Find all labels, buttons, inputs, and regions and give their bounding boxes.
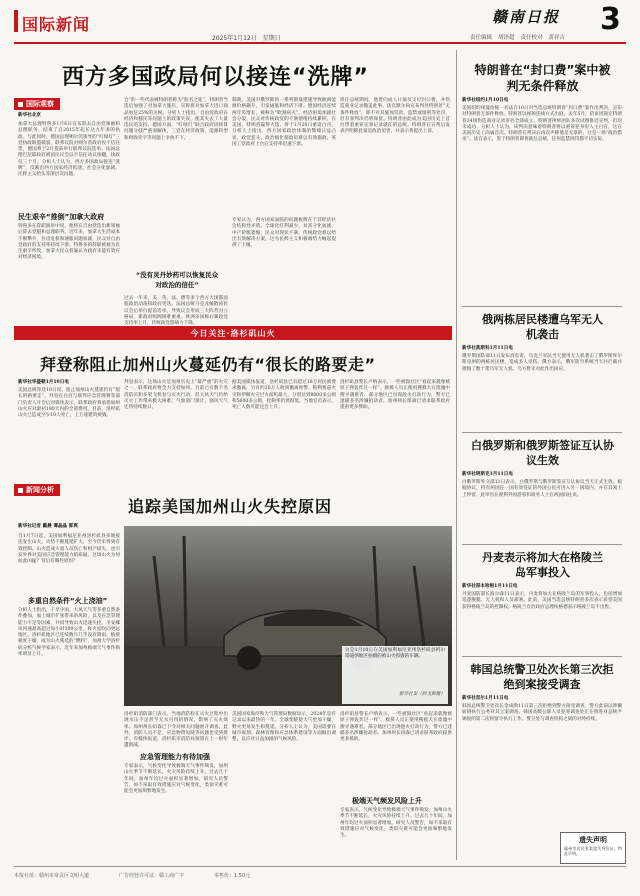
editor-label: 责任编辑 — [470, 35, 493, 41]
brief2-headline: 白俄罗斯和俄罗斯签证互认协议生效 — [471, 439, 614, 467]
footer-address: 本报社址：赣州市章贡区文明大道 — [14, 873, 90, 879]
lead-col1-text: 加拿大总理特鲁多1月6日宣布辞去自由党领袖和总理职务，结束了自2015年起长达九年多的执政。与此同时，德国总理朔尔茨领导的“红绿灯”三党执政联盟破裂，联邦议院对朔尔茨政府投不信任票，德国将于2月提前举行联邦议院选举。法国总理巴尼耶政府被国民议会以不信任动议推翻，执政仅三个月。分析人士认为，西方多国政局接连“洗牌”，反映出西方国家经济低迷、社会分化加剧、民粹主义抬头等深层次问题。 — [18, 122, 120, 178]
brief1-byline: 新华社莫斯科1月11日电 — [462, 346, 513, 351]
brief3-text: 丹麦国防部长波尔森11日表示，丹麦将加大在格陵兰岛的军事投入，包括增加巡逻舰艇、无人机和人员部署。此前，美国当选总统特朗普多次表示希望美国获得格陵兰岛的控制权。格陵兰自治政府总理埃格德表示格陵兰岛不出售。 — [462, 592, 622, 610]
analysis-col4-text: 洛杉矶县警长卢纳表示，一些被毁社区“看起来就像被原子弹轰炸过一样”。救援人员正使用搜救犬在废墟中搜寻遇难者。部分地区已出现趁火打劫行为，警方已逮捕多名涉嫌抢劫者。加州州长纽森已请求联邦政府提供更多援助。 — [340, 712, 452, 743]
footer-rule — [14, 866, 626, 867]
masthead-bottom-rule — [14, 42, 626, 44]
brief1-text: 俄罗斯国防部11日发布消息说，乌克兰军队当天使用无人机袭击了俄罗斯库尔斯克州的两栋居民楼，造成多人受伤。俄方表示，俄军防空系统当天共拦截并摧毁了数十架乌军无人机。乌方暂未对此作出回应。 — [462, 354, 622, 372]
analysis-col3-text: 美国国家海洋和大气管理局数据显示，2024年是有记录以来最热的一年。全球变暖使大气更加干燥，野火更易发生和蔓延。分析人士认为，美国需要在城市规划、森林管理和应急体系建设等方面做出调整，以应对日益加剧的气候风险。 — [232, 712, 336, 743]
lead-col3b-text: 专家认为，西方国家面临的问题根源在于其经济社会结构性矛盾。全球化红利减少，贫富分化加剧，中产阶级萎缩，民众对现状不满，传统政党难以给出有效解决方案，这为民粹主义和极端势力崛起提供了土壤。 — [232, 218, 336, 249]
fire-byline: 新华社华盛顿1月10日电 — [18, 380, 69, 385]
proof-label: 责任校对 — [520, 35, 543, 41]
issue-date — [212, 33, 281, 42]
lead-col2b-text: 过去一年来，美、英、法、德等多个西方大国都面临政治动荡和政府更迭。法国总统马克龙解散国民议会后举行提前选举，导致议会形成三大阵营对立格局，新政府组阁困难重重。欧洲多国极右翼政党支持率上升，传统政党影响力下降。 — [124, 296, 228, 327]
lead-headline: 西方多国政局何以接连“洗牌” — [62, 65, 369, 90]
focus-band-label: 今日关注·洛杉矶山火 — [190, 328, 276, 338]
page-number: 3 — [600, 2, 621, 37]
brief4-text: 韩国总统警卫处次长金成勋11日第三次拒绝到警方接受调查。警方此前以涉嫌妨碍执行公务对其立案调查。韩国高级公职人员犯罪调查处正在推进对总统尹锡悦的第二次拘留令执行工作。警卫处与调查机构之间的对峙持续。 — [462, 704, 622, 722]
photo-credit: 新华社发（阿戈斯摄） — [399, 692, 445, 697]
notice-title: 遗失声明 — [579, 836, 607, 844]
brief4-headline: 韩国总统警卫处次长第三次拒绝到案接受调查 — [470, 663, 614, 691]
notice-text: 赣州市居民张某遗失身份证，特此声明。 — [564, 846, 622, 856]
photo-caption: 这是1月10日在美国加利福尼亚州洛杉矶县阿尔塔迪纳地区拍摄的被山火损毁的车辆。 — [345, 648, 445, 660]
brief2-byline: 新华社明斯克1月11日电 — [462, 472, 513, 477]
footer-license: 广告经营许可证：赣工商广字 — [119, 873, 185, 879]
date-text: 2025年1月12日 — [212, 35, 257, 42]
lead-subhead-1: 民生艰辛“推倒”加拿大政府 — [18, 213, 105, 221]
analysis-subhead-2: 应急管理能力有待加强 — [140, 753, 210, 761]
fire-col2-text: 拜登表示，这场山火是加州历史上“最严重”的火灾之一，联邦政府将全力支持加州。目前已有数千名消防员和多架飞机参与灭火行动，但大风天气仍给灭火工作带来极大困难。气象部门预计，强风天气还将持续数日。 — [124, 380, 228, 411]
right-divider-3 — [462, 544, 622, 545]
brief4-byline: 新华社首尔1月11日电 — [462, 696, 509, 701]
analysis-tag — [14, 484, 60, 496]
editor-name: 胡泽超 — [498, 35, 515, 41]
lead-col3-text: 制裁，美国对俄罗斯的一系列制裁措施导致欧洲能源价格飙升，引发通胀和经济下滑。德国经济连续两年负增长，被称为“欧洲病夫”。经济困境加剧社会分裂，民众对传统政党的不满情绪持续累积。在美国，特朗普赢得大选，将于1月20日重返白宫。分析人士指出，西方国家政治体制的弊端日益凸显，政党恶斗、政治极化使政府难以有效施政。英国工党政府上台后支持率迅速下滑。 — [232, 98, 336, 148]
fire-ruins-photo — [124, 526, 452, 706]
lead-byline: 新华社北京 — [18, 113, 41, 118]
analysis-tag-label: 新闻分析 — [26, 486, 54, 494]
brief3-headline: 丹麦表示将加大在格陵兰岛军事投入 — [482, 551, 603, 579]
brief1-headline: 俄两栋居民楼遭乌军无人机袭击 — [482, 313, 603, 341]
lead-col4-text: 担任总统期间，他曾向成人片演员支付封口费，并伪造商业记录掩盖此事。法官默尔尚宣布判处特朗普“无条件释放”，即不对其施加罚款、监禁或缓刑等处罚，但有罪判决仍将保留。特朗普由此成为美国历史上首位带着重罪定罪记录就任的总统。特朗普在宣判后发表声明称此案是政治迫害，并表示将提出上诉。 — [340, 98, 450, 135]
right-divider-4 — [462, 656, 622, 657]
right-top-headline: 特朗普在“封口费”案中被判无条件释放 — [474, 63, 611, 93]
masthead — [0, 0, 640, 46]
editor-line — [470, 33, 565, 41]
proof-name: 黄祥吉 — [548, 35, 566, 41]
weekday-text: 星期日 — [262, 35, 281, 42]
lost-notice — [560, 832, 626, 864]
photo-caption-box — [342, 646, 448, 704]
newspaper-logo: 赣南日报 — [492, 8, 561, 26]
right-divider-2 — [462, 432, 622, 433]
column-divider — [456, 50, 457, 860]
right-top-byline: 新华社纽约1月10日电 — [462, 98, 509, 103]
fire-col1-text: 美国总统拜登10日说，阻止加州山火蔓延仍有“很长的路要走”。拜登在白宫与联邦应急管理署等部门负责人开会后对媒体表示，联邦政府将承担加州山火应对最初180天内的全部费用。目前，洛杉矶山火已造成至少10人死亡，上万座建筑被毁。 — [18, 388, 120, 419]
analysis-subhead-3: 极端天气频发风险上升 — [352, 797, 422, 805]
lead-col2-text: 会”的一些代表被特朗普称为“脏名之徒”，特朗普当选后加强了对加拿大施压，宣称将对加拿大进口商品加征25%的关税。分析人士指出，自由党政府在经济和移民等问题上的政策失误，使其失去了大量选民的支持。德国方面，“红绿灯”联合政府因预算问题分歧严重而解体，三党在经济政策、能源转型和财政赤字等问题上争执不下。 — [124, 98, 228, 141]
right-divider-1 — [462, 306, 622, 307]
lead-tag — [14, 98, 60, 110]
tag-square-icon — [18, 488, 23, 493]
footer — [14, 872, 554, 879]
analysis-subhead-1: 多重自然条件“火上浇油” — [28, 597, 108, 605]
analysis-headline: 追踪美国加州山火失控原因 — [128, 497, 333, 516]
analysis-col4b-text: 专家表示，气候变化导致极端天气事件频发，加州山火季节不断延长，火灾风险持续上升。过去几十年间，加州年均过火面积显著增加。研究人员警告，如不采取有效措施应对气候变化，类似灾难可能会更加频繁地发生。 — [340, 808, 452, 839]
masthead-rule — [14, 10, 18, 32]
section-title: 国际新闻 — [22, 15, 91, 34]
analysis-col2-text: 洛杉矶消防部门表示，当地消防栓在灭火过程中出现水压不足甚至无水可用的情况，影响了灭火效率。加州州长纽森已下令对相关问题展开调查。此外，消防人员不足、应急物资短缺等问题也受到批评。有媒体报道，洛杉矶市消防局预算在上一财年遭削减。 — [124, 712, 228, 749]
footer-price: 零售价：1.50元 — [214, 873, 251, 879]
lead-tag-label: 国际观察 — [26, 100, 54, 108]
fire-headline: 拜登称阻止加州山火蔓延仍有“很长的路要走” — [40, 355, 376, 374]
analysis-col1b-text: 分析人士指出，干旱少雨、大风天气等多重自然条件叠加，加上城市扩张带来的风险，以及应急管理能力不足等因素，共同导致山火迅速失控。圣安娜风风速最高超过每小时100公里，将火星吹向更远地区。洛杉矶地区已连续数月几乎没有降雨，植被极度干燥，成为山火蔓延的“燃料”。加州大学洛杉矶分校气候学家表示，近年来加州极端天气事件频率明显上升。 — [18, 608, 120, 658]
brief2-text: 白俄罗斯外交部11日表示，白俄罗斯与俄罗斯签证互认协议当天正式生效。根据协议，持有两国任一国有效签证的外国公民可进入另一国境内，并在其领土上停留。此举旨在便利外国游客和商务人士在两国间往来。 — [462, 480, 622, 498]
lead-col1b-text: 特鲁多在辞职演讲中说，他将在自由党选出新领袖后辞去党魁和总理职务。近年来，加拿大生活成本不断攀升，住房危机和通胀问题加剧，民众对自由党政府的支持率持续下滑。特鲁多的辞职被视为民生艰辛所致，加拿大民众普遍认为政府未能有效应对经济困境。 — [18, 224, 120, 261]
fire-col3-text: 据美国媒体报道，洛杉矶县已有超过18万居民被要求撤离，另有约20万人收到撤离预警。帕利塞兹火灾和伊顿火灾过火面积最大，分别达到8000多公顷和5600多公顷，控制率仍然很低。当地官员表示，死亡人数可能还会上升。 — [232, 380, 336, 411]
lead-subhead-2: “没有灵丹妙药可以恢复民众对政治的信任” — [135, 271, 219, 289]
right-top-text: 美国纽约州曼哈顿一名法官10日对当选总统特朗普“封口费”案作出判决，宣布对特朗普无条件释放。特朗普以视频连线方式出庭。去年5月，陪审团裁定特朗普34项伪造商业记录罪名全部成立。特朗普律师团队多次试图推迟宣判，但均未成功。分析人士认为，该判决意味着特朗普将以重罪犯身份入主白宫，这在美国历史上尚属首次。特朗普在判决后再次声称他是无辜的，这是一场“政治猎巫”。法官表示，鉴于特朗普即将就任总统，任何监禁刑罚都不切实际。 — [462, 106, 622, 143]
brief3-byline: 新华社哥本哈根1月11日电 — [462, 584, 518, 589]
analysis-col2b-text: 专家表示，气候变化导致极端天气事件频发，加州山火季节不断延长，火灾风险持续上升。过去几十年间，加州年均过火面积显著增加。研究人员警告，如不采取有效措施应对气候变化，类似灾难可能会更加频繁地发生。 — [124, 764, 228, 795]
analysis-col1-text: 自1月7日起，美国加利福尼亚州洛杉矶县多地接连发生山火，火势不断蔓延扩大，至今仍未得到有效控制。山火造成大量人员伤亡和财产损失，也引发外界对美国应急管理能力的质疑。这场山火为何如此凶猛？背后有哪些原因？ — [18, 534, 120, 565]
analysis-bylines: 新华社记者 戴晨 谭晶晶 郭爽 — [18, 524, 78, 529]
tag-square-icon — [18, 102, 23, 107]
fire-col4-text: 洛杉矶县警长卢纳表示，一些被毁社区“看起来就像被原子弹轰炸过一样”。救援人员正使用搜救犬在废墟中搜寻遇难者。部分地区已出现趁火打劫行为，警方已逮捕多名涉嫌抢劫者。加州州长纽森已请求联邦政府提供更多援助。 — [340, 380, 450, 411]
car-wheel-front — [237, 646, 261, 670]
focus-band — [14, 326, 452, 340]
